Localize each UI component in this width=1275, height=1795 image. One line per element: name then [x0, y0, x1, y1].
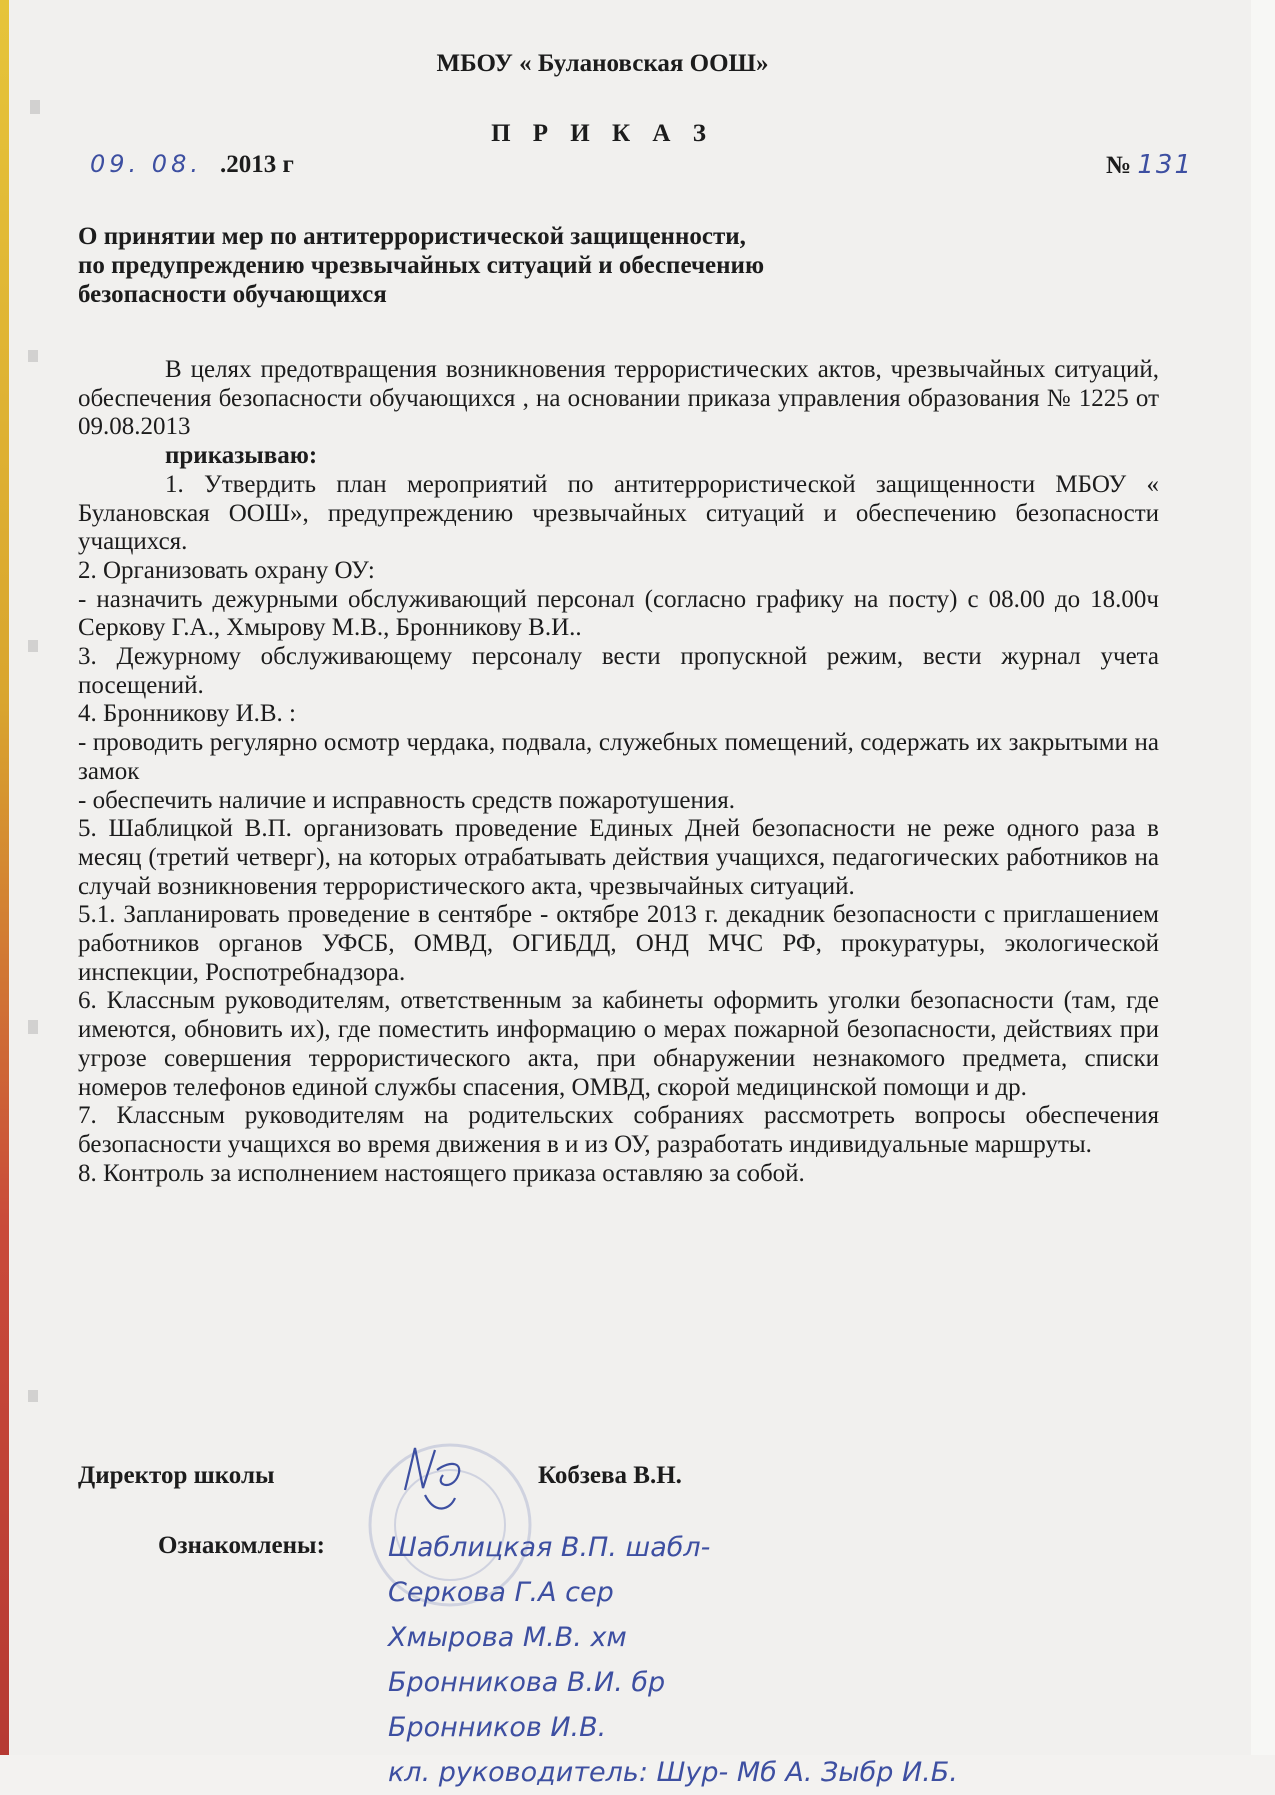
order-word: приказываю: [165, 442, 318, 470]
scan-artifact [28, 1390, 38, 1402]
scan-artifact [30, 100, 40, 114]
acquainted-entry: Хмырова М.В. хм [388, 1622, 627, 1653]
acquainted-entry: Бронников И.В. [388, 1712, 607, 1743]
order-date [90, 150, 294, 179]
date-printed: .2013 г [219, 151, 294, 178]
scan-artifact [28, 350, 38, 362]
preamble: В целях предотвращения возникновения террористических актов, чрезвычайных ситуаций, обеспечения безопасности обучающихся , на основании приказа управления образования № 1225 от 09.08.2013 [78, 356, 1159, 441]
order-subject [78, 222, 764, 309]
order-item: - проводить регулярно осмотр чердака, подвала, служебных помещений, содержать их закрытыми на замок [78, 729, 1159, 785]
subject-line: безопасности обучающихся [78, 281, 387, 308]
document-page [10, 0, 1251, 1788]
order-item: 7. Классным руководителям на родительских собраниях рассмотреть вопросы обеспечения безопасности учащихся во время движения в и из ОУ, разработать индивидуальные маршруты. [78, 1102, 1159, 1158]
order-item: 3. Дежурному обслуживающему персоналу вести пропускной режим, вести журнал учета посещений. [78, 643, 1159, 699]
subject-line: О принятии мер по антитеррористической защищенности, [78, 223, 746, 250]
scan-artifact [28, 640, 38, 652]
scan-edge-left [0, 0, 9, 1755]
organization-name: МБОУ « Булановская ООШ» [436, 50, 769, 77]
order-item: 1. Утвердить план мероприятий по антитеррористической защищенности МБОУ « Булановская ООШ», предупреждению чрезвычайных ситуаций и обеспечению безопасности учащихся. [78, 470, 1159, 556]
acquainted-entry: Бронникова В.И. бр [388, 1667, 666, 1698]
order-item: 8. Контроль за исполнением настоящего приказа оставляю за собой. [78, 1159, 805, 1187]
order-item: 6. Классным руководителям, ответственным за кабинеты оформить уголки безопасности (там, где имеются, обновить их), где поместить информацию о мерах пожарной безопасности, действиях при угрозе совершения террористического акта, при обнаружении незнакомого предмета, списки номеров телефонов единой службы спасения, ОМВД, скорой медицинской помощи и др. [78, 987, 1159, 1101]
number-handwritten: 131 [1137, 150, 1193, 180]
document-title: П Р И К А З [491, 120, 714, 147]
order-item: - назначить дежурными обслуживающий персонал (согласно графику на посту) с 08.00 до 18.00ч Серкову Г.А., Хмырову М.В., Бронникову В.И.. [78, 585, 1159, 642]
director-position: Директор школы [78, 1462, 275, 1489]
order-item: 5. Шаблицкой В.П. организовать проведение Единых Дней безопасности не реже одного раза в месяц (третий четверг), на которых отрабатывать действия учащихся, педагогических работников на случай возникновения террористического акта, чрезвычайных ситуаций. [78, 815, 1159, 900]
director-name: Кобзева В.Н. [538, 1462, 682, 1489]
acquainted-entry: кл. руководитель: Шур- Мб А. Зыбр И.Б. [388, 1757, 958, 1788]
subject-line: по предупреждению чрезвычайных ситуаций и обеспечению [78, 252, 765, 279]
acquainted-label: Ознакомлены: [158, 1532, 325, 1559]
order-item: - обеспечить наличие и исправность средств пожаротушения. [78, 786, 735, 814]
order-item: 5.1. Запланировать проведение в сентябре - октябре 2013 г. декадник безопасности с приглашением работников органов УФСБ, ОМВД, ОГИБДД, ОНД МЧС РФ, прокуратуры, экологической инспекции, Роспотребнадзора. [78, 901, 1159, 986]
scan-artifact [28, 1020, 38, 1034]
date-handwritten: 09. 08. [90, 150, 202, 178]
order-body [78, 356, 1159, 1188]
order-number [1106, 150, 1193, 180]
director-signature-mark [395, 1440, 485, 1520]
scan-edge-right [1251, 0, 1275, 1755]
number-label: № [1105, 152, 1132, 179]
acquainted-entry: Серкова Г.А сер [388, 1577, 614, 1608]
order-item: 4. Бронникову И.В. : [78, 700, 296, 728]
order-item: 2. Организовать охрану ОУ: [78, 556, 375, 584]
acquainted-entry: Шаблицкая В.П. шабл- [388, 1532, 711, 1563]
